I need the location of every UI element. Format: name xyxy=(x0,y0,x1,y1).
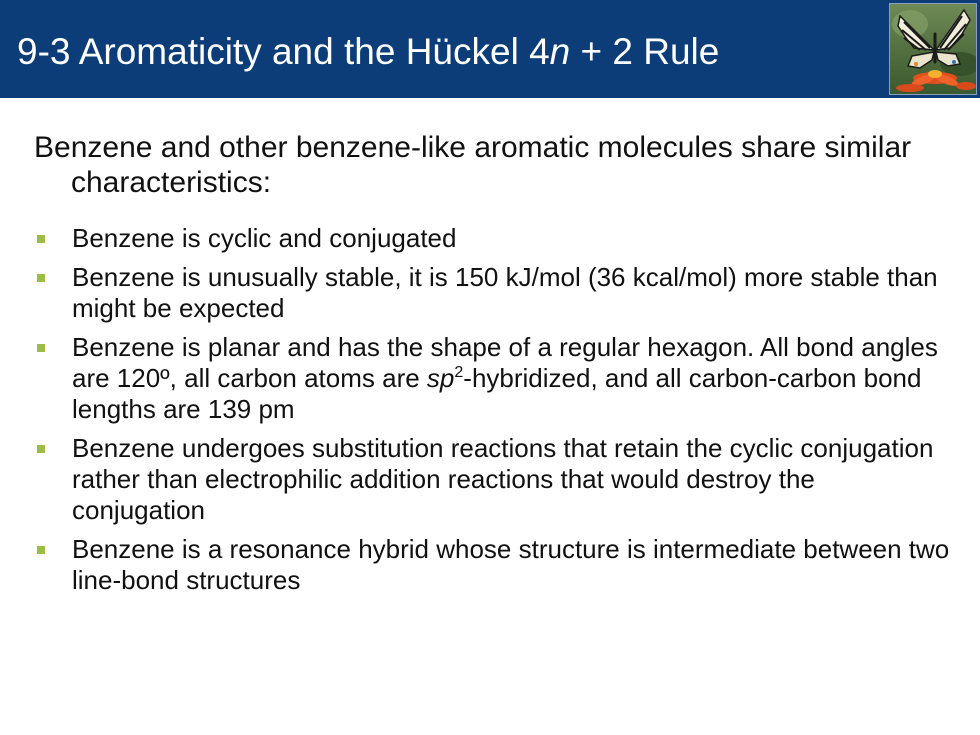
title-prefix: 9-3 Aromaticity and the Hückel 4 xyxy=(17,31,550,72)
bullet-square-icon xyxy=(37,344,45,352)
list-item-text: Benzene is a resonance hybrid whose structure is intermediate between two line-bond structures xyxy=(72,534,950,595)
butterfly-icon xyxy=(890,4,976,94)
characteristics-list xyxy=(0,223,980,604)
title-suffix: + 2 Rule xyxy=(570,31,720,72)
slide-title xyxy=(17,26,719,78)
list-item-text-after: -hybridized, and all carbon-carbon bond lengths are 139 pm xyxy=(72,363,922,424)
list-item xyxy=(0,332,952,425)
list-item xyxy=(0,223,952,254)
sp-label: sp xyxy=(426,363,455,393)
list-item-text: Benzene undergoes substitution reactions that retain the cyclic conjugation rather than electrophilic addition reactions that would destroy the conjugation xyxy=(72,433,934,525)
bullet-square-icon xyxy=(37,546,45,554)
list-item-text: Benzene is unusually stable, it is 150 kJ/mol (36 kcal/mol) more stable than might be expected xyxy=(72,262,938,323)
list-item xyxy=(0,433,952,526)
bullet-square-icon xyxy=(37,445,45,453)
butterfly-image xyxy=(889,3,977,95)
bullet-square-icon xyxy=(37,235,45,243)
list-item-text-before: Benzene is planar and has the shape of a regular hexagon. All bond angles are 120º, all carbon atoms are xyxy=(72,332,938,393)
list-item xyxy=(0,534,952,596)
superscript-2: 2 xyxy=(454,364,464,381)
title-variable-n: n xyxy=(549,31,571,72)
list-item xyxy=(0,262,952,324)
list-item-text: Benzene is cyclic and conjugated xyxy=(72,223,457,253)
bullet-square-icon xyxy=(37,274,45,282)
intro-text: Benzene and other benzene-like aromatic molecules share similar characteristics: xyxy=(34,131,912,199)
slide-header xyxy=(0,0,980,98)
